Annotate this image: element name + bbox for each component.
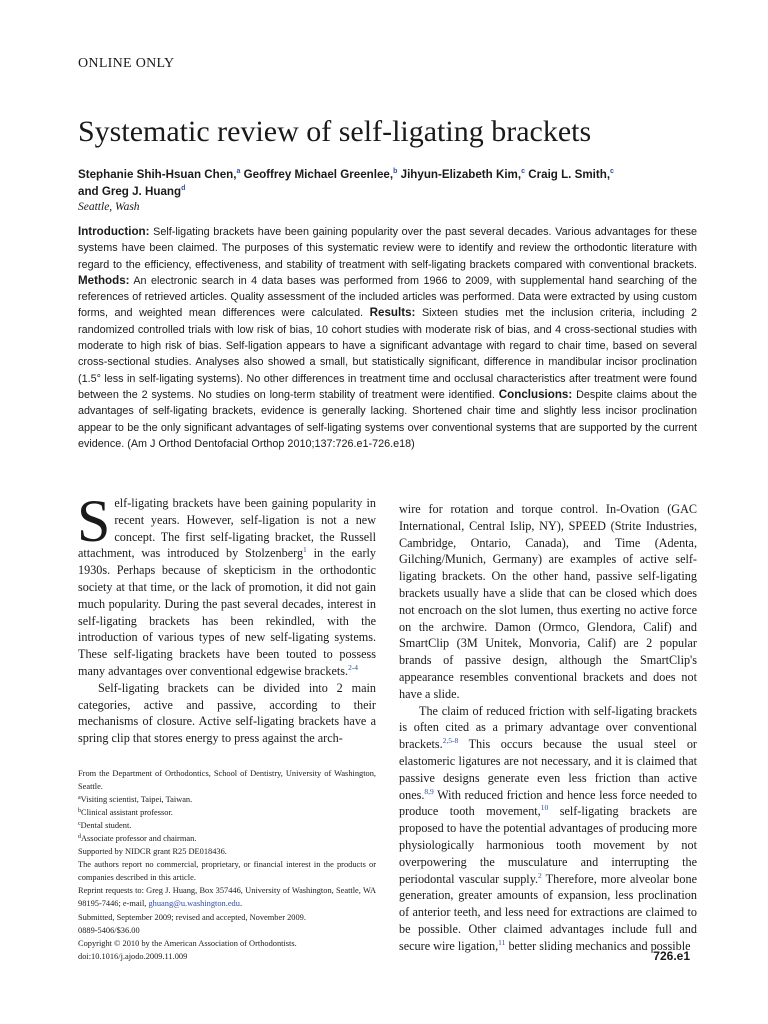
drop-cap: S	[77, 488, 111, 554]
abstract-heading-conclusions: Conclusions:	[498, 387, 573, 401]
footnote-submitted: Submitted, September 2009; revised and accepted, November 2009.	[78, 912, 306, 922]
affiliation-mark[interactable]: b	[393, 168, 398, 175]
affiliation-mark[interactable]: c	[610, 168, 614, 175]
footnote-mark: d	[78, 834, 81, 841]
reference-link[interactable]: 1	[303, 545, 307, 555]
body-text: The claim of reduced friction with self-ligating brackets is often cited as a primary advantage over conventional brackets.	[399, 703, 697, 752]
abstract-heading-results: Results:	[369, 306, 416, 320]
body-paragraph	[399, 703, 697, 955]
body-text: This occurs because the usual steel or elastomeric ligatures are not necessary, and it is claimed that passive designs generate even less friction than active ones.	[399, 737, 697, 802]
body-column-right	[399, 501, 697, 955]
body-text: better sliding mechanics and possible	[505, 938, 691, 953]
abstract-methods-text: An electronic search in 4 data bases was performed from 1966 to 2009, with supplemental hand searching of the references of retrieved articles. Quality assessment of the included articles was performed. Data were extracted by using custom forms, and weighted mean differences were calculated.	[78, 274, 697, 320]
footnote-disclosure: The authors report no commercial, proprietary, or financial interest in the products or companies described in this article.	[78, 860, 376, 883]
reference-link[interactable]: 8,9	[424, 786, 434, 796]
footnote-text: Dental student.	[80, 821, 132, 831]
affiliation-mark[interactable]: d	[181, 185, 186, 192]
body-text: Therefore, more alveolar bone generation, greater amounts of expansion, less proclination of anterior teeth, and less need for extractions are claimed to be possible. Other claimed advantages include full and secure wire ligation,	[399, 871, 697, 953]
abstract	[78, 224, 697, 452]
body-text: elf-ligating brackets have been gaining popularity in recent years. However, self-ligation is not a new concept. The first self-ligating bracket, the Russell attachment, was introduced by Stolzenberg	[78, 496, 376, 561]
footnote-mark: c	[78, 821, 81, 828]
author-name: Stephanie Shih-Hsuan Chen,	[78, 168, 237, 181]
reference-link[interactable]: 2	[538, 870, 542, 880]
footnote-text: Reprint requests to: Greg J. Huang, Box 357446, University of Washington, Seattle, WA 98195-7446; e-mail,	[78, 886, 376, 909]
reference-link[interactable]: 11	[498, 937, 506, 947]
author-location: Seattle, Wash	[78, 201, 140, 213]
body-paragraph: wire for rotation and torque control. In-Ovation (GAC International, Central Islip, NY), SPEED (Strite Industries, Cambridge, Ontario, Canada), and Time (Adenta, Gilching/Munich, Germany) are examples of active self-ligating brackets. On the other hand, passive self-ligating brackets usually have a slide that can be closed which does not encroach on the slot lumen, thus exerting no active force on the archwire. Damon (Ormco, Glendora, Calif) and SmartClip (3M Unitek, Monvoria, Calif) are 2 popular brands of passive design, although the SmartClip's appearance resembles conventional brackets and does not have a slide.	[399, 502, 697, 701]
abstract-results-text: Sixteen studies met the inclusion criteria, including 2 randomized controlled trials with low risk of bias, 10 cohort studies with moderate risk of bias, and 4 cross-sectional studies with moderate to high risk of bias. Self-ligation appears to have a significant advantage with regard to chair time, based on several cross-sectional studies. Analyses also showed a small, but statistically significant, difference in mandibular incisor proclination (1.5° less in self-ligating systems). No other differences in treatment time and occlusal characteristics after treatment were found between the 2 systems. No studies on long-term stability of treatment were identified.	[78, 307, 697, 401]
article-footnotes	[78, 767, 376, 963]
author-name: Jihyun-Elizabeth Kim,	[400, 168, 522, 181]
author-name: and Greg J. Huang	[78, 185, 182, 198]
footnote-item	[78, 793, 376, 806]
footnote-doi: doi:10.1016/j.ajodo.2009.11.009	[78, 951, 188, 961]
affiliation-mark[interactable]: c	[521, 168, 525, 175]
footnote-text: .	[239, 899, 243, 909]
reference-link[interactable]: 2,5-8	[442, 736, 459, 746]
email-link[interactable]: ghuang@u.washington.edu	[148, 899, 240, 909]
abstract-introduction-text: Self-ligating brackets have been gaining popularity over the past several decades. Various advantages for these systems have been claimed. The purposes of this systematic review were to identify and review the orthodontic literature with regard to the efficiency, effectiveness, and stability of treatment with self-ligating brackets compared with conventional brackets.	[78, 226, 697, 271]
footnote-reprint	[78, 884, 376, 910]
author-name: Geoffrey Michael Greenlee,	[243, 168, 394, 181]
article-title: Systematic review of self-ligating brackets	[78, 115, 592, 148]
footnote-mark: a	[78, 795, 81, 802]
reference-link[interactable]: 10	[540, 803, 549, 813]
body-text: With reduced friction and hence less force needed to produce tooth movement,	[399, 787, 697, 819]
footnote-issn: 0889-5406/$36.00	[78, 925, 140, 935]
body-paragraph: Self-ligating brackets can be divided into 2 main categories, active and passive, according to their mechanisms of closure. Active self-ligating brackets have a spring clip that stores energy to press against the arch-	[78, 680, 376, 746]
body-text: in the early 1930s. Perhaps because of skepticism in the orthodontic society at that time, or the lack of promotion, it did not gain much popularity. During the past several decades, interest in self-ligating brackets has been rekindled, with the introduction of various types of new self-ligating systems. These self-ligating brackets have been touted to possess many advantages over conventional edgewise brackets.	[78, 546, 376, 678]
abstract-conclusions-text: Despite claims about the advantages of self-ligating brackets, evidence is generally lacking. Shortened chair time and slightly less incisor proclination appear to be the only significant advantages of self-ligating systems over conventional systems that are supported by the current evidence. (Am J Orthod Dentofacial Orthop 2010;137:726.e1-726.e18)	[78, 388, 698, 450]
footnote-mark: b	[78, 808, 81, 815]
footnote-item	[78, 806, 376, 819]
footnote-item	[78, 819, 376, 832]
body-column-left	[77, 488, 376, 747]
section-kicker: ONLINE ONLY	[78, 56, 175, 71]
footnote-text: Visiting scientist, Taipei, Taiwan.	[80, 795, 193, 805]
reference-link[interactable]: 2-4	[348, 662, 359, 672]
author-name: Craig L. Smith,	[528, 168, 611, 181]
body-text: self-ligating brackets are proposed to have the potential advantages of producing more physiologically harmonious tooth movement by not overpowering the musculature and interrupting the periodontal vascular supply.	[399, 804, 697, 886]
body-paragraph	[77, 488, 376, 680]
abstract-heading-introduction: Introduction:	[78, 225, 150, 238]
footnote-text: Associate professor and chairman.	[81, 834, 197, 844]
affiliation-mark[interactable]: a	[236, 168, 241, 175]
footnote-item	[78, 832, 376, 845]
abstract-heading-methods: Methods:	[78, 273, 130, 287]
footnote-copyright: Copyright © 2010 by the American Association of Orthodontists.	[78, 938, 297, 948]
author-list	[78, 166, 698, 200]
footnote-support: Supported by NIDCR grant R25 DE018436.	[78, 847, 227, 857]
page-number: 726.e1	[653, 949, 690, 963]
footnote-affiliation: From the Department of Orthodontics, School of Dentistry, University of Washington, Seattle.	[78, 769, 376, 792]
footnote-text: Clinical assistant professor.	[81, 808, 173, 818]
